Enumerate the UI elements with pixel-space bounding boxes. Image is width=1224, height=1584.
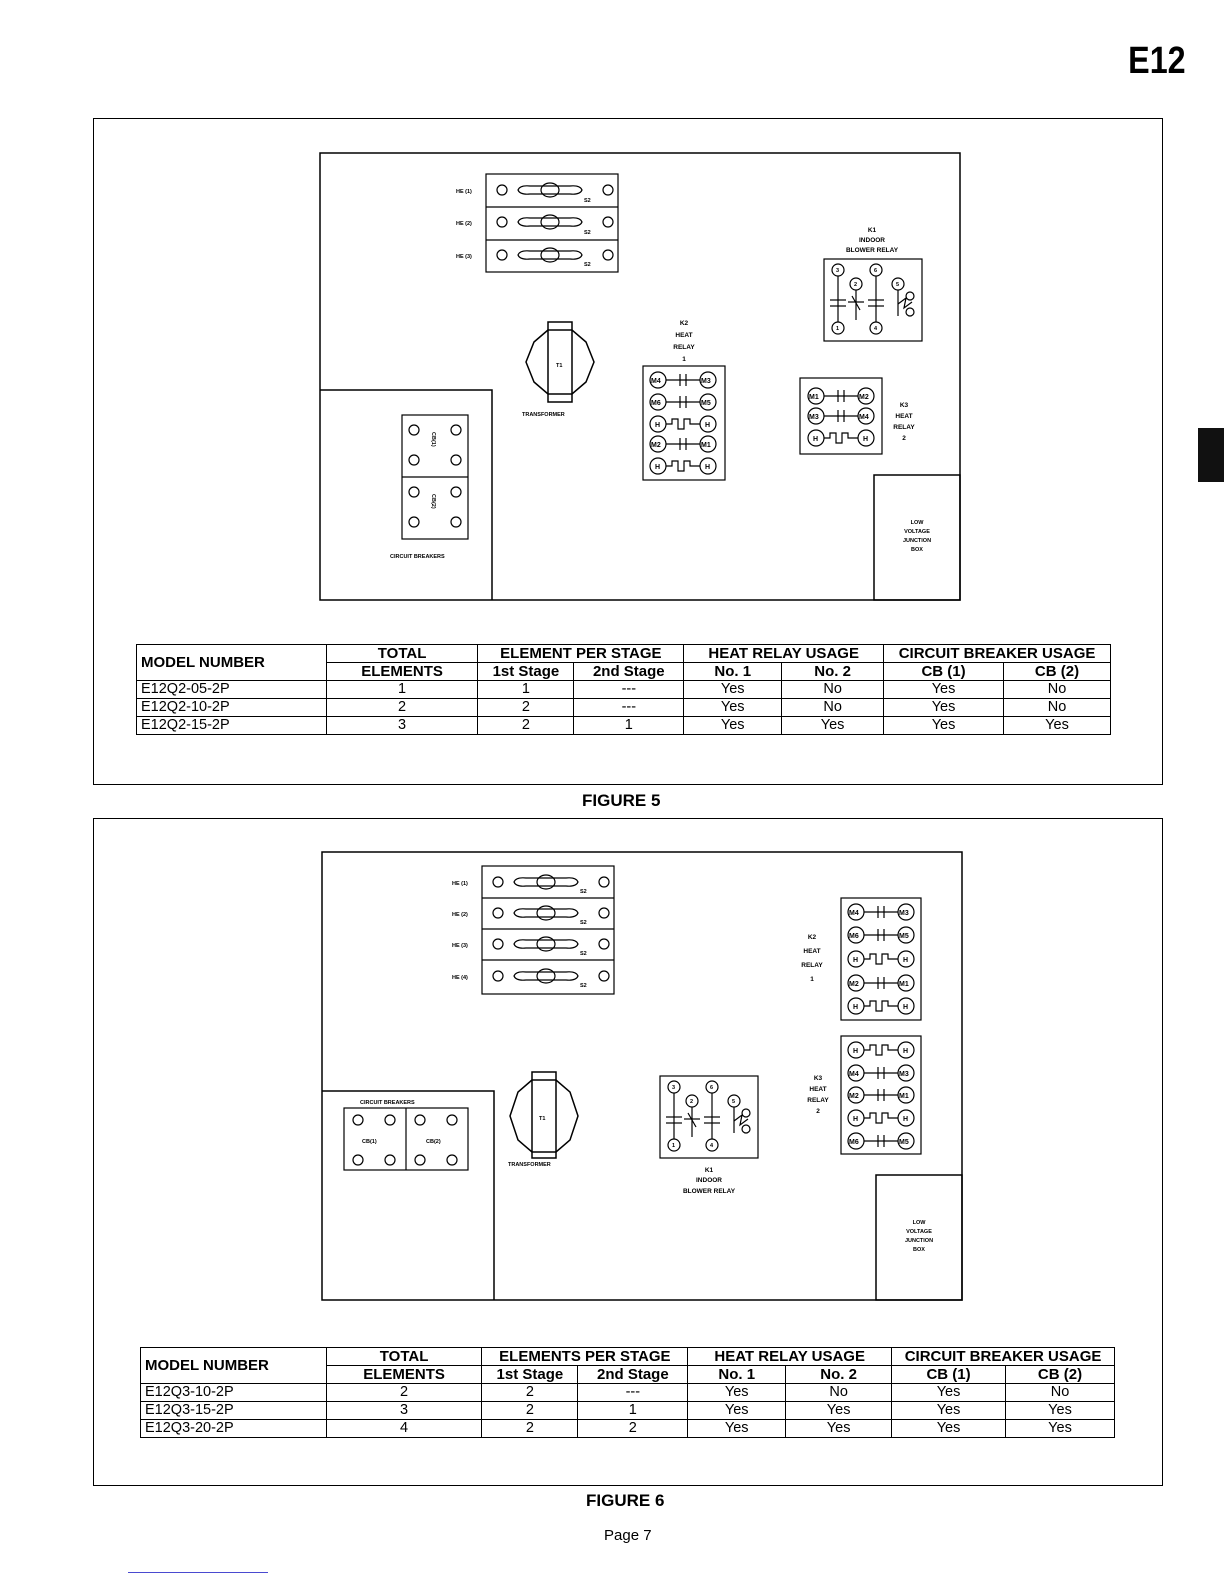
figure5-k1-label: BLOWER RELAY: [845, 247, 899, 254]
figure6-k1-term: 2: [690, 1099, 694, 1105]
relay1-cell: Yes: [688, 1420, 786, 1438]
footer-rule: [128, 1572, 268, 1573]
figure5-transformer-label: TRANSFORMER: [522, 412, 565, 418]
cb2-cell: No: [1004, 699, 1111, 717]
total-cell: 3: [326, 717, 478, 735]
cb1-cell: Yes: [892, 1402, 1006, 1420]
figure6-k2-m6: M6: [849, 933, 859, 940]
figure6-k3-m6: M6: [849, 1139, 859, 1146]
figure5-k3-m2: M2: [859, 394, 869, 401]
figure5-k3-label: K3: [899, 402, 909, 409]
figure6-k2-m3: M3: [899, 910, 909, 917]
figure6-k3-h: H: [853, 1116, 859, 1123]
total-cell: 4: [326, 1420, 482, 1438]
figure5-k2-m1: M1: [701, 442, 711, 449]
figure6-t1-label: T1: [539, 1116, 546, 1122]
figure6-k2-m1: M1: [899, 981, 909, 988]
figure5-s2-label: S2: [584, 198, 591, 204]
model-cell: E12Q3-20-2P: [141, 1420, 327, 1438]
relay2-cell: Yes: [782, 717, 884, 735]
cb1-cell: Yes: [892, 1420, 1006, 1438]
stage1-cell: 1: [478, 681, 574, 699]
figure5-k1-term: 2: [854, 282, 858, 288]
figure6-k2-label: HEAT: [803, 948, 821, 955]
figure6-k3-label: K3: [813, 1075, 823, 1082]
figure5-header-total-elements: ELEMENTS: [326, 663, 478, 681]
figure6-k2-m4: M4: [849, 910, 859, 917]
figure6-header-relay: HEAT RELAY USAGE: [688, 1348, 892, 1366]
relay1-cell: Yes: [684, 717, 782, 735]
figure5-he1-label: HE (1): [456, 189, 472, 195]
figure5-header-relay1: No. 1: [684, 663, 782, 681]
figure6-k2-label: 1: [810, 976, 814, 983]
figure6-ljb-label: BOX: [913, 1247, 925, 1253]
figure5-k3-h: H: [863, 436, 869, 443]
stage1-cell: 2: [478, 699, 574, 717]
figure5-transformer-symbol: [526, 322, 594, 402]
total-cell: 3: [326, 1402, 482, 1420]
figure6-k2-m2: M2: [849, 981, 859, 988]
figure5-header-relay2: No. 2: [782, 663, 884, 681]
figure6-k2-h: H: [853, 957, 859, 964]
figure6-header-stage2: 2nd Stage: [578, 1366, 688, 1384]
figure5-k1-term: 1: [836, 326, 840, 332]
figure6-k2-m5: M5: [899, 933, 909, 940]
model-cell: E12Q3-10-2P: [141, 1384, 327, 1402]
model-cell: E12Q2-15-2P: [137, 717, 327, 735]
relay1-cell: Yes: [684, 681, 782, 699]
relay2-cell: No: [786, 1384, 892, 1402]
figure6-k1-label: BLOWER RELAY: [682, 1188, 736, 1195]
figure5-k1-label: K1: [867, 227, 877, 234]
figure6-he1-label: HE (1): [452, 881, 468, 887]
relay1-cell: Yes: [688, 1402, 786, 1420]
figure5-header-relay: HEAT RELAY USAGE: [684, 645, 884, 663]
figure5-k2-m3: M3: [701, 378, 711, 385]
cb1-cell: Yes: [884, 717, 1004, 735]
table-row: [137, 717, 1111, 735]
figure6-cb1-label: CB(1): [362, 1139, 377, 1145]
section-code: E12: [1128, 40, 1186, 82]
figure6-header-cb1: CB (1): [892, 1366, 1006, 1384]
figure6-header-model: MODEL NUMBER: [141, 1348, 327, 1384]
figure6-k1-term: 5: [732, 1099, 736, 1105]
figure5-t1-label: T1: [556, 363, 563, 369]
figure6-transformer-label: TRANSFORMER: [508, 1162, 551, 1168]
figure5-ljb-label: LOW: [910, 520, 924, 526]
figure5-k2-m5: M5: [701, 400, 711, 407]
figure5-k3-label: HEAT: [895, 413, 913, 420]
figure6-k2-h: H: [853, 1004, 859, 1011]
figure6-cb2-label: CB(2): [426, 1139, 441, 1145]
figure6-s2-label: S2: [580, 889, 587, 895]
figure6-k2-h: H: [903, 1004, 909, 1011]
figure5-k2-m4: M4: [651, 378, 661, 385]
figure5-k3-m3: M3: [809, 414, 819, 421]
figure5-k2-label: 1: [682, 356, 686, 363]
stage2-cell: 1: [578, 1402, 688, 1420]
stage2-cell: ---: [578, 1384, 688, 1402]
figure6-k2-h: H: [903, 957, 909, 964]
stage2-cell: ---: [574, 699, 684, 717]
stage2-cell: ---: [574, 681, 684, 699]
figure5-header-cb: CIRCUIT BREAKER USAGE: [884, 645, 1111, 663]
cb2-cell: Yes: [1004, 717, 1111, 735]
figure5-header-stage1: 1st Stage: [478, 663, 574, 681]
figure6-k3-m2: M2: [849, 1093, 859, 1100]
figure5-header-cb2: CB (2): [1004, 663, 1111, 681]
relay1-cell: Yes: [684, 699, 782, 717]
figure5-k3-h: H: [813, 436, 819, 443]
cb1-cell: Yes: [884, 699, 1004, 717]
figure5-k2-m2: M2: [651, 442, 661, 449]
figure5-k2-h: H: [705, 422, 711, 429]
stage1-cell: 2: [482, 1384, 578, 1402]
figure5-k3-m1: M1: [809, 394, 819, 401]
figure6-k3-h: H: [853, 1048, 859, 1055]
figure6-k2-label: K2: [807, 934, 817, 941]
figure6-header-relay1: No. 1: [688, 1366, 786, 1384]
figure6-spec-table: [140, 1347, 1115, 1438]
figure5-header-cb1: CB (1): [884, 663, 1004, 681]
figure6-k1-term: 3: [672, 1085, 676, 1091]
figure6-k1-term: 1: [672, 1143, 676, 1149]
table-row: [137, 699, 1111, 717]
figure6-k3-h: H: [903, 1048, 909, 1055]
figure5-k3-label: 2: [902, 435, 906, 442]
figure6-header-stage: ELEMENTS PER STAGE: [482, 1348, 688, 1366]
model-cell: E12Q2-10-2P: [137, 699, 327, 717]
figure6-he4-label: HE (4): [452, 975, 468, 981]
figure5-cb1-label: CB(1): [430, 432, 436, 447]
figure6-k3-h: H: [903, 1116, 909, 1123]
figure6-s2-label: S2: [580, 951, 587, 957]
figure5-header-model: MODEL NUMBER: [137, 645, 327, 681]
figure6-header-total: TOTAL: [326, 1348, 482, 1366]
figure5-circuit-breakers-label: CIRCUIT BREAKERS: [390, 554, 445, 560]
figure5-k3-m4: M4: [859, 414, 869, 421]
figure6-ljb-label: LOW: [912, 1220, 926, 1226]
figure6-k1-term: 4: [710, 1143, 714, 1149]
table-row: [141, 1420, 1115, 1438]
table-row: [141, 1384, 1115, 1402]
stage1-cell: 2: [482, 1402, 578, 1420]
figure5-s2-label: S2: [584, 230, 591, 236]
figure5-ljb-label: VOLTAGE: [904, 529, 930, 535]
figure6-header-cb: CIRCUIT BREAKER USAGE: [892, 1348, 1115, 1366]
stage1-cell: 2: [478, 717, 574, 735]
figure6-header-relay2: No. 2: [786, 1366, 892, 1384]
figure6-k1-label: K1: [704, 1167, 714, 1174]
figure5-k2-label: HEAT: [675, 332, 693, 339]
total-cell: 1: [326, 681, 478, 699]
figure6-k3-m4: M4: [849, 1071, 859, 1078]
figure6-heating-elements: [482, 866, 614, 994]
figure5-ljb-label: JUNCTION: [902, 538, 932, 544]
relay2-cell: No: [782, 699, 884, 717]
figure6-k1-label: INDOOR: [696, 1177, 722, 1184]
figure6-ljb-label: VOLTAGE: [906, 1229, 932, 1235]
figure5-k2-h: H: [655, 464, 661, 471]
stage2-cell: 1: [574, 717, 684, 735]
figure5-k2-label: K2: [679, 320, 689, 327]
figure5-header-stage2: 2nd Stage: [574, 663, 684, 681]
figure6-ljb-label: JUNCTION: [904, 1238, 934, 1244]
figure5-caption: FIGURE 5: [582, 791, 661, 810]
figure6-wiring-diagram: [0, 800, 1224, 1320]
figure6-k3-label: HEAT: [809, 1086, 827, 1093]
table-row: [141, 1402, 1115, 1420]
stage1-cell: 2: [482, 1420, 578, 1438]
figure6-k3-m1: M1: [899, 1093, 909, 1100]
figure5-s2-label: S2: [584, 262, 591, 268]
total-cell: 2: [326, 1384, 482, 1402]
figure5-he2-label: HE (2): [456, 221, 472, 227]
figure6-k3-label: 2: [816, 1108, 820, 1115]
figure5-ljb-label: BOX: [911, 547, 923, 553]
figure6-header-stage1: 1st Stage: [482, 1366, 578, 1384]
figure5-k2-label: RELAY: [673, 344, 695, 351]
table-row: [137, 681, 1111, 699]
cb2-cell: Yes: [1006, 1420, 1115, 1438]
figure5-k1-term: 4: [874, 326, 878, 332]
figure5-k1-label: INDOOR: [859, 237, 885, 244]
figure6-k3-label: RELAY: [807, 1097, 829, 1104]
figure6-s2-label: S2: [580, 983, 587, 989]
figure5-k2-m6: M6: [651, 400, 661, 407]
figure6-s2-label: S2: [580, 920, 587, 926]
relay2-cell: No: [782, 681, 884, 699]
figure5-k1-term: 6: [874, 268, 878, 274]
figure5-cb2-label: CB(2): [430, 494, 436, 509]
figure6-transformer-symbol: [510, 1072, 578, 1158]
relay2-cell: Yes: [786, 1420, 892, 1438]
figure5-header-stage: ELEMENT PER STAGE: [478, 645, 684, 663]
model-cell: E12Q2-05-2P: [137, 681, 327, 699]
cb1-cell: Yes: [884, 681, 1004, 699]
figure6-he3-label: HE (3): [452, 943, 468, 949]
stage2-cell: 2: [578, 1420, 688, 1438]
cb1-cell: Yes: [892, 1384, 1006, 1402]
figure6-header-cb2: CB (2): [1006, 1366, 1115, 1384]
figure5-k1-term: 5: [896, 282, 900, 288]
figure5-header-total: TOTAL: [326, 645, 478, 663]
figure6-circuit-breakers-label: CIRCUIT BREAKERS: [360, 1100, 415, 1106]
figure6-k2-label: RELAY: [801, 962, 823, 969]
cb2-cell: No: [1006, 1384, 1115, 1402]
figure5-heating-elements: [486, 174, 618, 272]
total-cell: 2: [326, 699, 478, 717]
figure5-spec-table: [136, 644, 1111, 735]
cb2-cell: No: [1004, 681, 1111, 699]
figure5-k2-h: H: [705, 464, 711, 471]
relay1-cell: Yes: [688, 1384, 786, 1402]
figure6-k3-m3: M3: [899, 1071, 909, 1078]
figure5-k3-label: RELAY: [893, 424, 915, 431]
figure6-he2-label: HE (2): [452, 912, 468, 918]
figure6-caption: FIGURE 6: [586, 1491, 665, 1510]
figure5-k1-term: 3: [836, 268, 840, 274]
figure5-he3-label: HE (3): [456, 254, 472, 260]
relay2-cell: Yes: [786, 1402, 892, 1420]
figure6-k3-m5: M5: [899, 1139, 909, 1146]
page-number: Page 7: [604, 1527, 652, 1544]
figure5-k2-h: H: [655, 422, 661, 429]
model-cell: E12Q3-15-2P: [141, 1402, 327, 1420]
cb2-cell: Yes: [1006, 1402, 1115, 1420]
figure6-header-total-elements: ELEMENTS: [326, 1366, 482, 1384]
figure6-k1-term: 6: [710, 1085, 714, 1091]
